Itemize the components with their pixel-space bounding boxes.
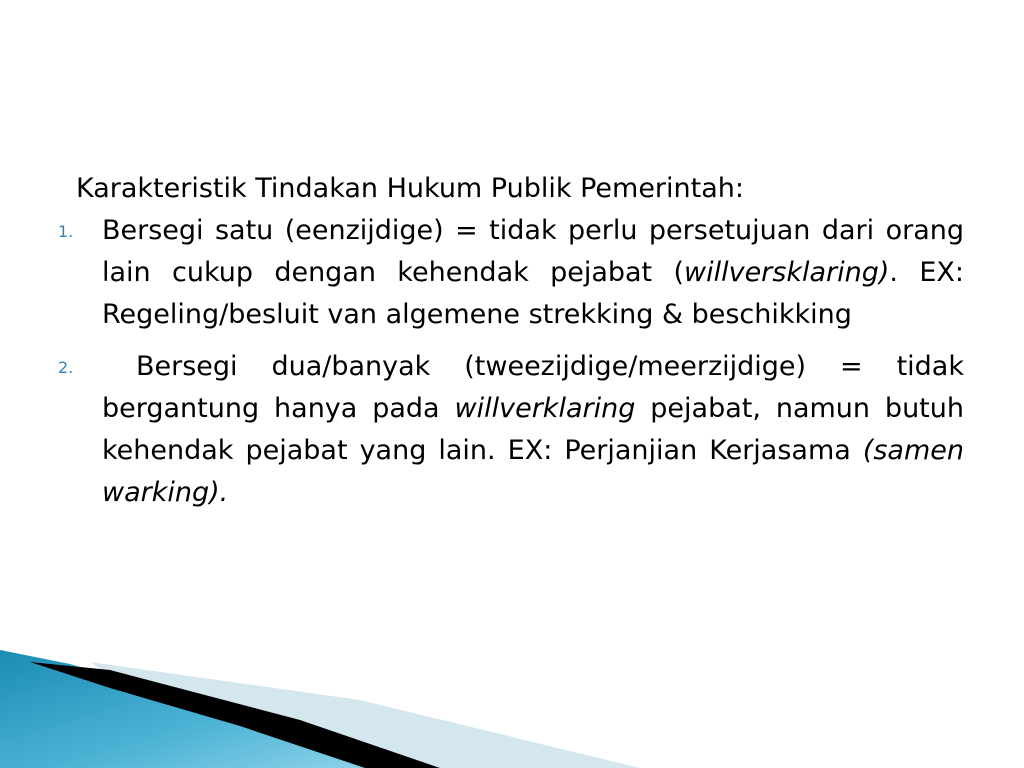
intro-heading: Karakteristik Tindakan Hukum Publik Pemerintah: — [76, 173, 744, 204]
list-item-text: Bersegi satu (eenzijdige) = tidak perlu persetujuan dari orang lain cukup dengan kehendak pejabat (willversklaring). EX: Regeling/besluit van algemene strekking & beschikking — [102, 215, 964, 330]
list-number: 2. — [58, 358, 74, 377]
slide-body — [58, 168, 973, 524]
list-number: 1. — [58, 222, 74, 241]
list-item — [58, 210, 964, 336]
list-item-text: Bersegi dua/banyak (tweezijdige/meerzijdige) = tidak bergantung hanya pada willverklaring pejabat, namun butuh kehendak pejabat yang lain. EX: Perjanjian Kerjasama (samen warking). — [102, 351, 973, 508]
list-item — [58, 346, 973, 514]
numbered-list — [58, 210, 973, 514]
